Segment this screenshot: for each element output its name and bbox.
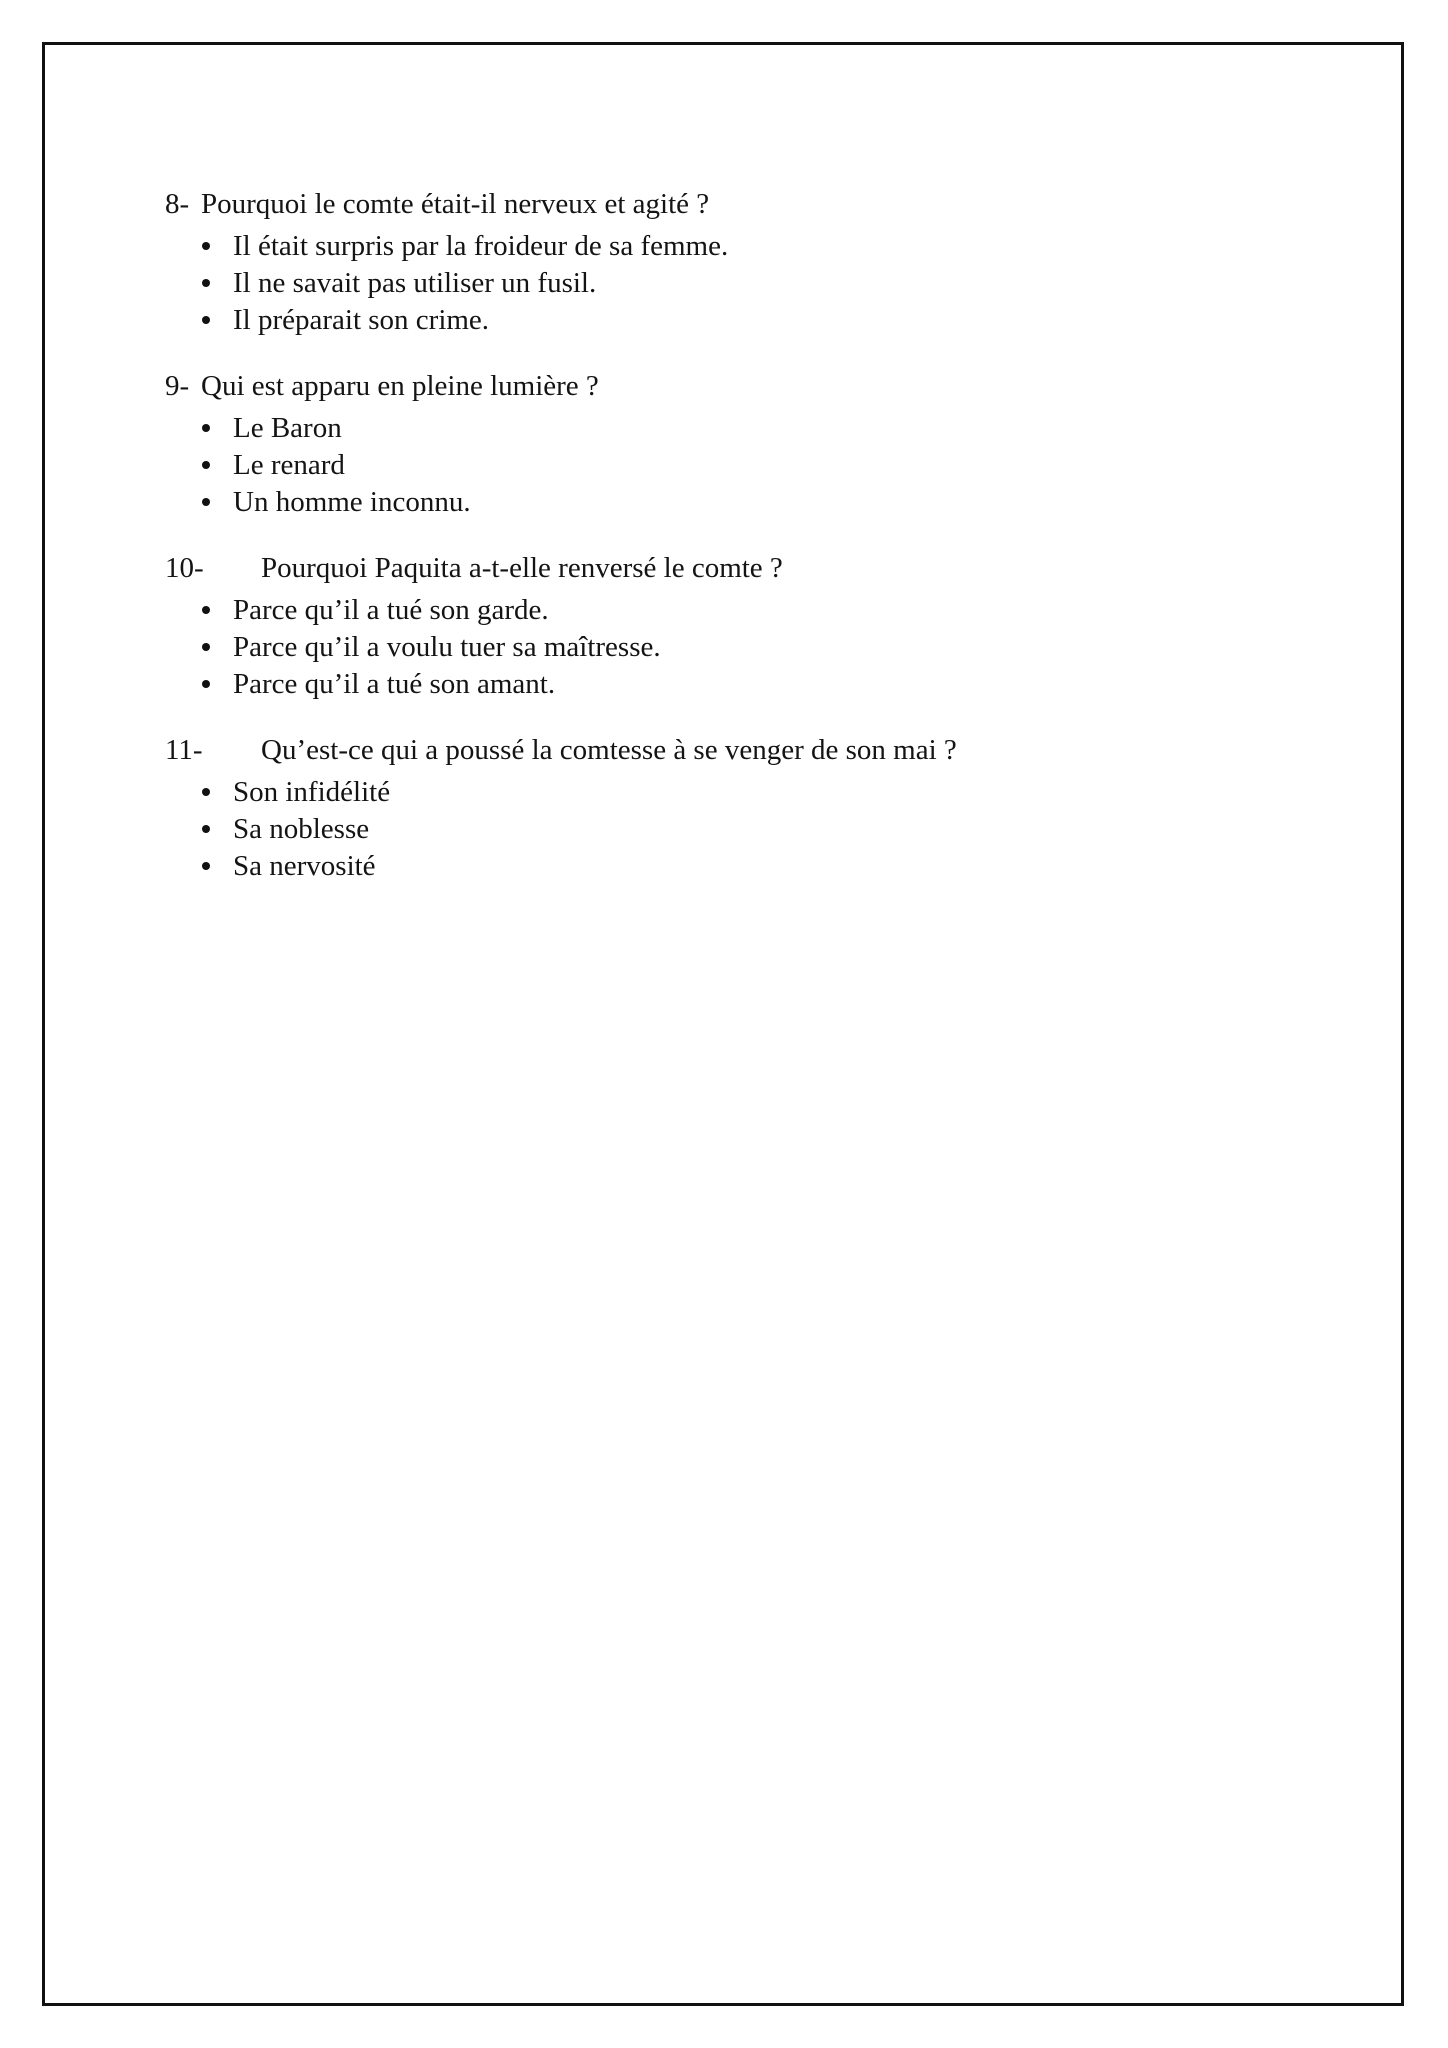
option-text: Son infidélité	[233, 776, 391, 808]
bullet-icon	[202, 862, 210, 870]
option-text: Sa noblesse	[233, 813, 370, 845]
option-item	[165, 666, 1265, 703]
option-text: Il ne savait pas utiliser un fusil.	[233, 267, 597, 299]
bullet-icon	[202, 643, 210, 651]
option-text: Parce qu’il a tué son garde.	[233, 594, 549, 626]
options-list	[165, 228, 1265, 339]
option-text: Parce qu’il a tué son amant.	[233, 668, 556, 700]
question-block-11	[165, 732, 1265, 885]
option-text: Un homme inconnu.	[233, 486, 471, 518]
options-list	[165, 592, 1265, 703]
bullet-icon	[202, 606, 210, 614]
question-block-10	[165, 550, 1265, 703]
question-row	[165, 368, 1265, 405]
option-item	[165, 447, 1265, 484]
option-text: Le renard	[233, 449, 345, 481]
option-item	[165, 302, 1265, 339]
question-block-9	[165, 368, 1265, 521]
question-number: 10-	[165, 552, 204, 584]
question-block-8	[165, 186, 1265, 339]
bullet-icon	[202, 498, 210, 506]
bullet-icon	[202, 279, 210, 287]
option-item	[165, 774, 1265, 811]
option-text: Il préparait son crime.	[233, 304, 490, 336]
option-item	[165, 848, 1265, 885]
option-item	[165, 228, 1265, 265]
option-item	[165, 410, 1265, 447]
question-row	[165, 186, 1265, 223]
option-item	[165, 592, 1265, 629]
option-item	[165, 629, 1265, 666]
option-item	[165, 265, 1265, 302]
question-text: Pourquoi Paquita a-t-elle renversé le comte ?	[261, 552, 783, 584]
option-text: Il était surpris par la froideur de sa femme.	[233, 230, 729, 262]
bullet-icon	[202, 788, 210, 796]
question-text: Pourquoi le comte était-il nerveux et agité ?	[201, 188, 710, 220]
bullet-icon	[202, 680, 210, 688]
bullet-icon	[202, 316, 210, 324]
questions-section	[165, 186, 1265, 914]
option-text: Parce qu’il a voulu tuer sa maîtresse.	[233, 631, 661, 663]
question-text: Qu’est-ce qui a poussé la comtesse à se venger de son mai ?	[261, 734, 957, 766]
question-text: Qui est apparu en pleine lumière ?	[201, 370, 599, 402]
bullet-icon	[202, 825, 210, 833]
question-number: 8-	[165, 188, 190, 220]
option-text: Le Baron	[233, 412, 342, 444]
options-list	[165, 774, 1265, 885]
option-text: Sa nervosité	[233, 850, 376, 882]
question-row	[165, 550, 1265, 587]
question-number: 11-	[165, 734, 203, 766]
question-number: 9-	[165, 370, 190, 402]
options-list	[165, 410, 1265, 521]
bullet-icon	[202, 461, 210, 469]
option-item	[165, 811, 1265, 848]
question-row	[165, 732, 1265, 769]
bullet-icon	[202, 424, 210, 432]
option-item	[165, 484, 1265, 521]
bullet-icon	[202, 242, 210, 250]
